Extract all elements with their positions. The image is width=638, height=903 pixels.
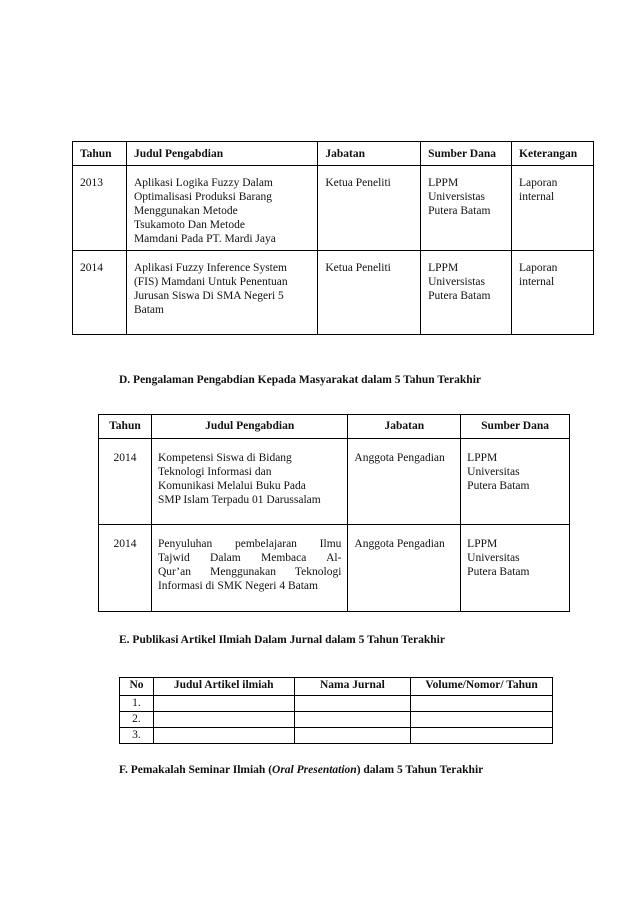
cell-empty [153,728,294,744]
header-volume: Volume/Nomor/ Tahun [411,678,553,696]
header-no: No [120,678,154,696]
text-line: Optimalisasi Produksi Barang [133,191,272,203]
cell-jabatan: Ketua Peneliti [318,166,421,251]
research-table [72,141,594,335]
header-tahun: Tahun [99,415,152,439]
cell-judul [126,251,317,335]
section-f-prefix: F. Pemakalah Seminar Ilmiah ( [119,764,273,776]
text-line: Batam [133,304,164,316]
text-line: Aplikasi Fuzzy Inference System [133,262,287,274]
table-header-row [120,678,553,696]
text-line: internal [519,191,555,203]
header-nama-jurnal: Nama Jurnal [294,678,411,696]
text-line: Universitas [467,552,520,564]
cell-judul [151,525,347,612]
text-line: Putera Batam [428,290,491,302]
cell-tahun: 2014 [73,251,127,335]
cell-empty [153,696,294,712]
cell-empty [294,728,411,744]
table-row [120,696,553,712]
cell-judul [126,166,317,251]
table-row [120,712,553,728]
text-line: Putera Batam [428,205,491,217]
cell-sumber-dana [421,166,512,251]
text-line: Qur’an Menggunakan Teknologi [157,566,342,578]
text-line: Tsukamoto Dan Metode [133,219,245,231]
text-line: Penyuluhan pembelajaran Ilmu [157,538,342,550]
cell-empty [411,728,553,744]
header-sumber-dana: Sumber Dana [421,142,512,166]
header-jabatan: Jabatan [348,415,461,439]
text-line: (FIS) Mamdani Untuk Penentuan [133,276,288,288]
table-row [120,728,553,744]
header-sumber-dana: Sumber Dana [461,415,570,439]
service-table [98,414,570,612]
cell-jabatan: Anggota Pengadian [348,439,461,525]
header-keterangan: Keterangan [512,142,594,166]
cell-judul [151,439,347,525]
cell-tahun: 2013 [73,166,127,251]
cell-empty [411,696,553,712]
cell-sumber-dana [461,439,570,525]
publication-table [119,677,553,744]
section-f-suffix: ) dalam 5 Tahun Terakhir [356,764,484,776]
table-row [73,251,594,335]
cell-jabatan: Ketua Peneliti [318,251,421,335]
cell-tahun: 2014 [99,439,152,525]
text-line: LPPM [467,538,498,550]
section-e-title: E. Publikasi Artikel Ilmiah Dalam Jurnal dalam 5 Tahun Terakhir [119,634,445,646]
text-line: Teknologi Informasi dan [157,466,272,478]
cell-tahun: 2014 [99,525,152,612]
text-line: Universistas [428,276,485,288]
text-line: Aplikasi Logika Fuzzy Dalam [133,177,273,189]
text-line: Informasi di SMK Negeri 4 Batam [157,580,318,592]
cell-empty [294,712,411,728]
cell-no: 3. [120,728,154,744]
section-f-italic: Oral Presentation [272,764,357,776]
text-line: Mamdani Pada PT. Mardi Jaya [133,233,276,245]
header-jabatan: Jabatan [318,142,421,166]
text-line: SMP Islam Terpadu 01 Darussalam [157,494,321,506]
text-line: Tajwid Dalam Membaca Al- [157,552,342,564]
section-f-title [119,764,483,776]
text-line: Putera Batam [467,480,530,492]
cell-keterangan [512,251,594,335]
table-row [99,525,570,612]
table-row [73,166,594,251]
text-line: internal [519,276,555,288]
section-d-title: D. Pengalaman Pengabdian Kepada Masyarakat dalam 5 Tahun Terakhir [119,374,482,386]
text-line: Laporan [519,262,558,274]
cell-keterangan [512,166,594,251]
text-line: Laporan [519,177,558,189]
cell-sumber-dana [421,251,512,335]
header-tahun: Tahun [73,142,127,166]
header-judul: Judul Pengabdian [126,142,317,166]
cell-no: 1. [120,696,154,712]
text-line: Kompetensi Siswa di Bidang [157,452,292,464]
text-line: Universitas [467,466,520,478]
header-judul-artikel: Judul Artikel ilmiah [153,678,294,696]
cell-empty [153,712,294,728]
text-line: Menggunakan Metode [133,205,238,217]
text-line: LPPM [467,452,498,464]
table-row [99,439,570,525]
table-header-row [73,142,594,166]
text-line: LPPM [428,262,459,274]
cell-empty [294,696,411,712]
text-line: LPPM [428,177,459,189]
cell-sumber-dana [461,525,570,612]
header-judul: Judul Pengabdian [151,415,347,439]
cell-empty [411,712,553,728]
cell-jabatan: Anggota Pengadian [348,525,461,612]
text-line: Komunikasi Melalui Buku Pada [157,480,306,492]
text-line: Universistas [428,191,485,203]
text-line: Putera Batam [467,566,530,578]
table-header-row [99,415,570,439]
cell-no: 2. [120,712,154,728]
text-line: Jurusan Siswa Di SMA Negeri 5 [133,290,284,302]
